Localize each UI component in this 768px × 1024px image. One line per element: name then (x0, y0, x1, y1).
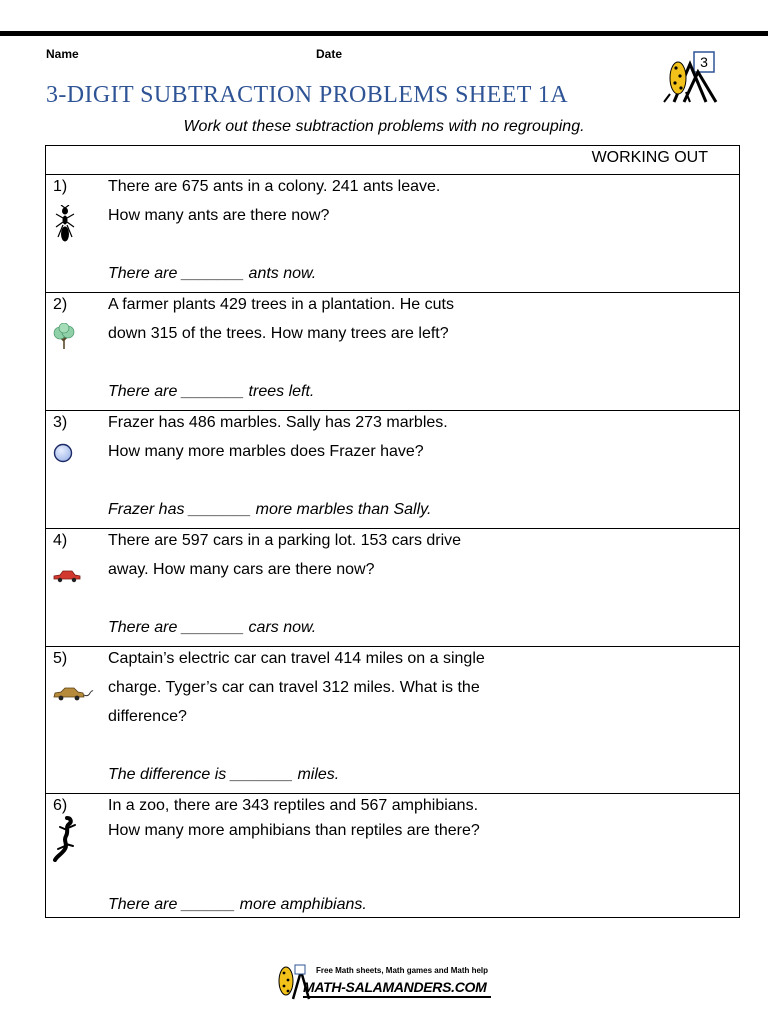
table-header (46, 146, 739, 175)
page-title: 3-DIGIT SUBTRACTION PROBLEMS SHEET 1A (46, 82, 568, 108)
problem-text-line: Captain’s electric car can travel 414 miles on a single (108, 650, 485, 667)
problem-text-line: difference? (108, 708, 187, 725)
problem-number: 5) (53, 650, 68, 667)
problem-text-line: How many more marbles does Frazer have? (108, 443, 424, 460)
problem-text-line: How many ants are there now? (108, 207, 330, 224)
salamander-logo-icon (660, 48, 726, 104)
problem-row-3 (46, 411, 739, 529)
problem-row-6 (46, 794, 739, 919)
problem-text-line: away. How many cars are there now? (108, 561, 375, 578)
footer-site-link[interactable]: MATH-SALAMANDERS.COM (303, 979, 487, 995)
car-icon (52, 569, 82, 583)
answer-line: There are _______ trees left. (108, 383, 315, 400)
problem-text-line: A farmer plants 429 trees in a plantation. He cuts (108, 296, 454, 313)
date-label: Date (316, 47, 343, 61)
answer-line: There are _______ cars now. (108, 619, 317, 636)
electric-car-icon (52, 685, 94, 703)
top-rule (0, 31, 768, 36)
lizard-icon (51, 816, 79, 862)
problem-number: 1) (53, 178, 68, 195)
footer-underline (303, 996, 491, 998)
problem-row-1 (46, 175, 739, 293)
footer-tagline: Free Math sheets, Math games and Math help (316, 966, 489, 975)
problem-text-line: In a zoo, there are 343 reptiles and 567 amphibians. (108, 797, 479, 814)
problem-text-line: down 315 of the trees. How many trees are left? (108, 325, 449, 342)
working-out-label: WORKING OUT (591, 149, 708, 166)
name-label: Name (46, 47, 79, 61)
problem-number: 6) (53, 797, 68, 814)
problem-text-line: charge. Tyger’s car can travel 312 miles. What is the (108, 679, 480, 696)
ant-icon (54, 205, 76, 247)
problem-number: 2) (53, 296, 68, 313)
problem-text-line: How many more amphibians than reptiles are there? (108, 822, 480, 839)
instructions: Work out these subtraction problems with no regrouping. (183, 118, 585, 135)
problem-row-5 (46, 647, 739, 794)
problem-table (45, 145, 740, 918)
problem-number: 3) (53, 414, 68, 431)
problem-text-line: There are 597 cars in a parking lot. 153 cars drive (108, 532, 462, 549)
logo-badge-text: 3 (700, 54, 708, 70)
problem-text-line: There are 675 ants in a colony. 241 ants leave. (108, 178, 441, 195)
answer-line: The difference is _______ miles. (108, 766, 340, 783)
problem-row-4 (46, 529, 739, 647)
answer-line: There are _______ ants now. (108, 265, 317, 282)
problem-row-2 (46, 293, 739, 411)
tree-icon (53, 323, 75, 349)
answer-line: Frazer has _______ more marbles than Sally. (108, 501, 432, 518)
problem-number: 4) (53, 532, 68, 549)
problem-text-line: Frazer has 486 marbles. Sally has 273 marbles. (108, 414, 448, 431)
marble-icon (53, 443, 73, 463)
answer-line: There are ______ more amphibians. (108, 896, 367, 913)
